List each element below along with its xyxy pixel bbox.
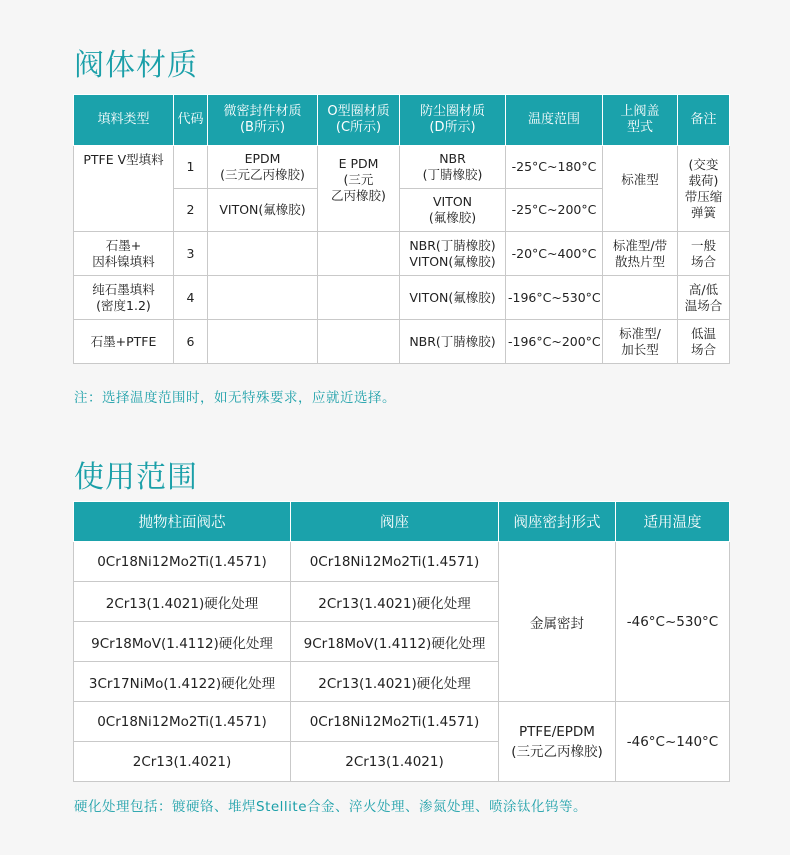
cell-valve-seat: 0Cr18Ni12Mo2Ti(1.4571) xyxy=(291,702,499,742)
cell-dust-ring: NBR (丁腈橡胶) xyxy=(400,146,506,189)
header-code: 代码 xyxy=(174,95,208,146)
cell-filler: 石墨+PTFE xyxy=(74,320,174,364)
cell-dust-ring: NBR(丁腈橡胶) xyxy=(400,320,506,364)
header-dust-ring: 防尘圈材质 (D所示) xyxy=(400,95,506,146)
cell-remark: 一般 场合 xyxy=(678,232,730,276)
header-micro-seal: 微密封件材质 (B所示) xyxy=(208,95,318,146)
cell-micro-seal xyxy=(208,232,318,276)
header-seat-seal: 阀座密封形式 xyxy=(499,502,616,542)
cell-filler: 纯石墨填料 (密度1.2) xyxy=(74,276,174,320)
table-row xyxy=(74,146,730,189)
cell-temp: -196°C~200°C xyxy=(506,320,603,364)
cell-code: 3 xyxy=(174,232,208,276)
cell-valve-seat: 9Cr18MoV(1.4112)硬化处理 xyxy=(291,622,499,662)
cell-valve-core: 9Cr18MoV(1.4112)硬化处理 xyxy=(74,622,291,662)
table-row xyxy=(74,702,730,742)
cell-temp: -25°C~200°C xyxy=(506,189,603,232)
cell-valve-core: 3Cr17NiMo(1.4122)硬化处理 xyxy=(74,662,291,702)
cell-micro-seal xyxy=(208,276,318,320)
cell-remark: (交变 载荷) 带压缩 弹簧 xyxy=(678,146,730,232)
cell-valve-core: 0Cr18Ni12Mo2Ti(1.4571) xyxy=(74,542,291,582)
cell-dust-ring: VITON(氟橡胶) xyxy=(400,276,506,320)
header-remark: 备注 xyxy=(678,95,730,146)
cell-applicable-temp: -46°C~530°C xyxy=(616,542,730,702)
header-bonnet-type: 上阀盖 型式 xyxy=(603,95,678,146)
header-valve-core: 抛物柱面阀芯 xyxy=(74,502,291,542)
table-row xyxy=(74,542,730,582)
cell-valve-seat: 2Cr13(1.4021)硬化处理 xyxy=(291,582,499,622)
cell-o-ring xyxy=(318,320,400,364)
header-o-ring: O型圈材质 (C所示) xyxy=(318,95,400,146)
cell-bonnet: 标准型/ 加长型 xyxy=(603,320,678,364)
cell-code: 1 xyxy=(174,146,208,189)
valve-body-material-table xyxy=(73,94,730,364)
header-valve-seat: 阀座 xyxy=(291,502,499,542)
table-header-row xyxy=(74,502,730,542)
table-row xyxy=(74,232,730,276)
table-row xyxy=(74,320,730,364)
temperature-note: 注：选择温度范围时，如无特殊要求，应就近选择。 xyxy=(74,390,396,406)
cell-remark: 低温 场合 xyxy=(678,320,730,364)
cell-bonnet: 标准型 xyxy=(603,146,678,232)
cell-dust-ring: VITON (氟橡胶) xyxy=(400,189,506,232)
cell-seat-seal: PTFE/EPDM (三元乙丙橡胶) xyxy=(499,702,616,782)
cell-valve-seat: 2Cr13(1.4021)硬化处理 xyxy=(291,662,499,702)
cell-valve-core: 2Cr13(1.4021)硬化处理 xyxy=(74,582,291,622)
cell-valve-core: 2Cr13(1.4021) xyxy=(74,742,291,782)
section-title-valve-body-material: 阀体材质 xyxy=(74,48,198,83)
cell-temp: -25°C~180°C xyxy=(506,146,603,189)
cell-micro-seal xyxy=(208,320,318,364)
cell-temp: -196°C~530°C xyxy=(506,276,603,320)
cell-temp: -20°C~400°C xyxy=(506,232,603,276)
cell-o-ring xyxy=(318,276,400,320)
cell-valve-seat: 2Cr13(1.4021) xyxy=(291,742,499,782)
hardening-note: 硬化处理包括：镀硬铬、堆焊Stellite合金、淬火处理、渗氮处理、喷涂钛化钨等。 xyxy=(74,799,588,815)
table-header-row xyxy=(74,95,730,146)
cell-dust-ring: NBR(丁腈橡胶) VITON(氟橡胶) xyxy=(400,232,506,276)
cell-remark: 高/低 温场合 xyxy=(678,276,730,320)
table-row xyxy=(74,276,730,320)
cell-code: 4 xyxy=(174,276,208,320)
header-filler-type: 填料类型 xyxy=(74,95,174,146)
cell-filler: 石墨+ 因科镍填料 xyxy=(74,232,174,276)
cell-bonnet: 标准型/带 散热片型 xyxy=(603,232,678,276)
cell-seat-seal: 金属密封 xyxy=(499,542,616,702)
cell-micro-seal: EPDM (三元乙丙橡胶) xyxy=(208,146,318,189)
cell-applicable-temp: -46°C~140°C xyxy=(616,702,730,782)
cell-micro-seal: VITON(氟橡胶) xyxy=(208,189,318,232)
cell-valve-core: 0Cr18Ni12Mo2Ti(1.4571) xyxy=(74,702,291,742)
usage-range-table xyxy=(73,501,730,782)
section-title-usage-range: 使用范围 xyxy=(74,460,198,495)
cell-valve-seat: 0Cr18Ni12Mo2Ti(1.4571) xyxy=(291,542,499,582)
header-applicable-temp: 适用温度 xyxy=(616,502,730,542)
cell-code: 2 xyxy=(174,189,208,232)
cell-code: 6 xyxy=(174,320,208,364)
cell-o-ring xyxy=(318,232,400,276)
cell-filler: PTFE V型填料 xyxy=(74,146,174,232)
cell-bonnet xyxy=(603,276,678,320)
header-temp-range: 温度范围 xyxy=(506,95,603,146)
cell-o-ring: E PDM (三元 乙丙橡胶) xyxy=(318,146,400,232)
